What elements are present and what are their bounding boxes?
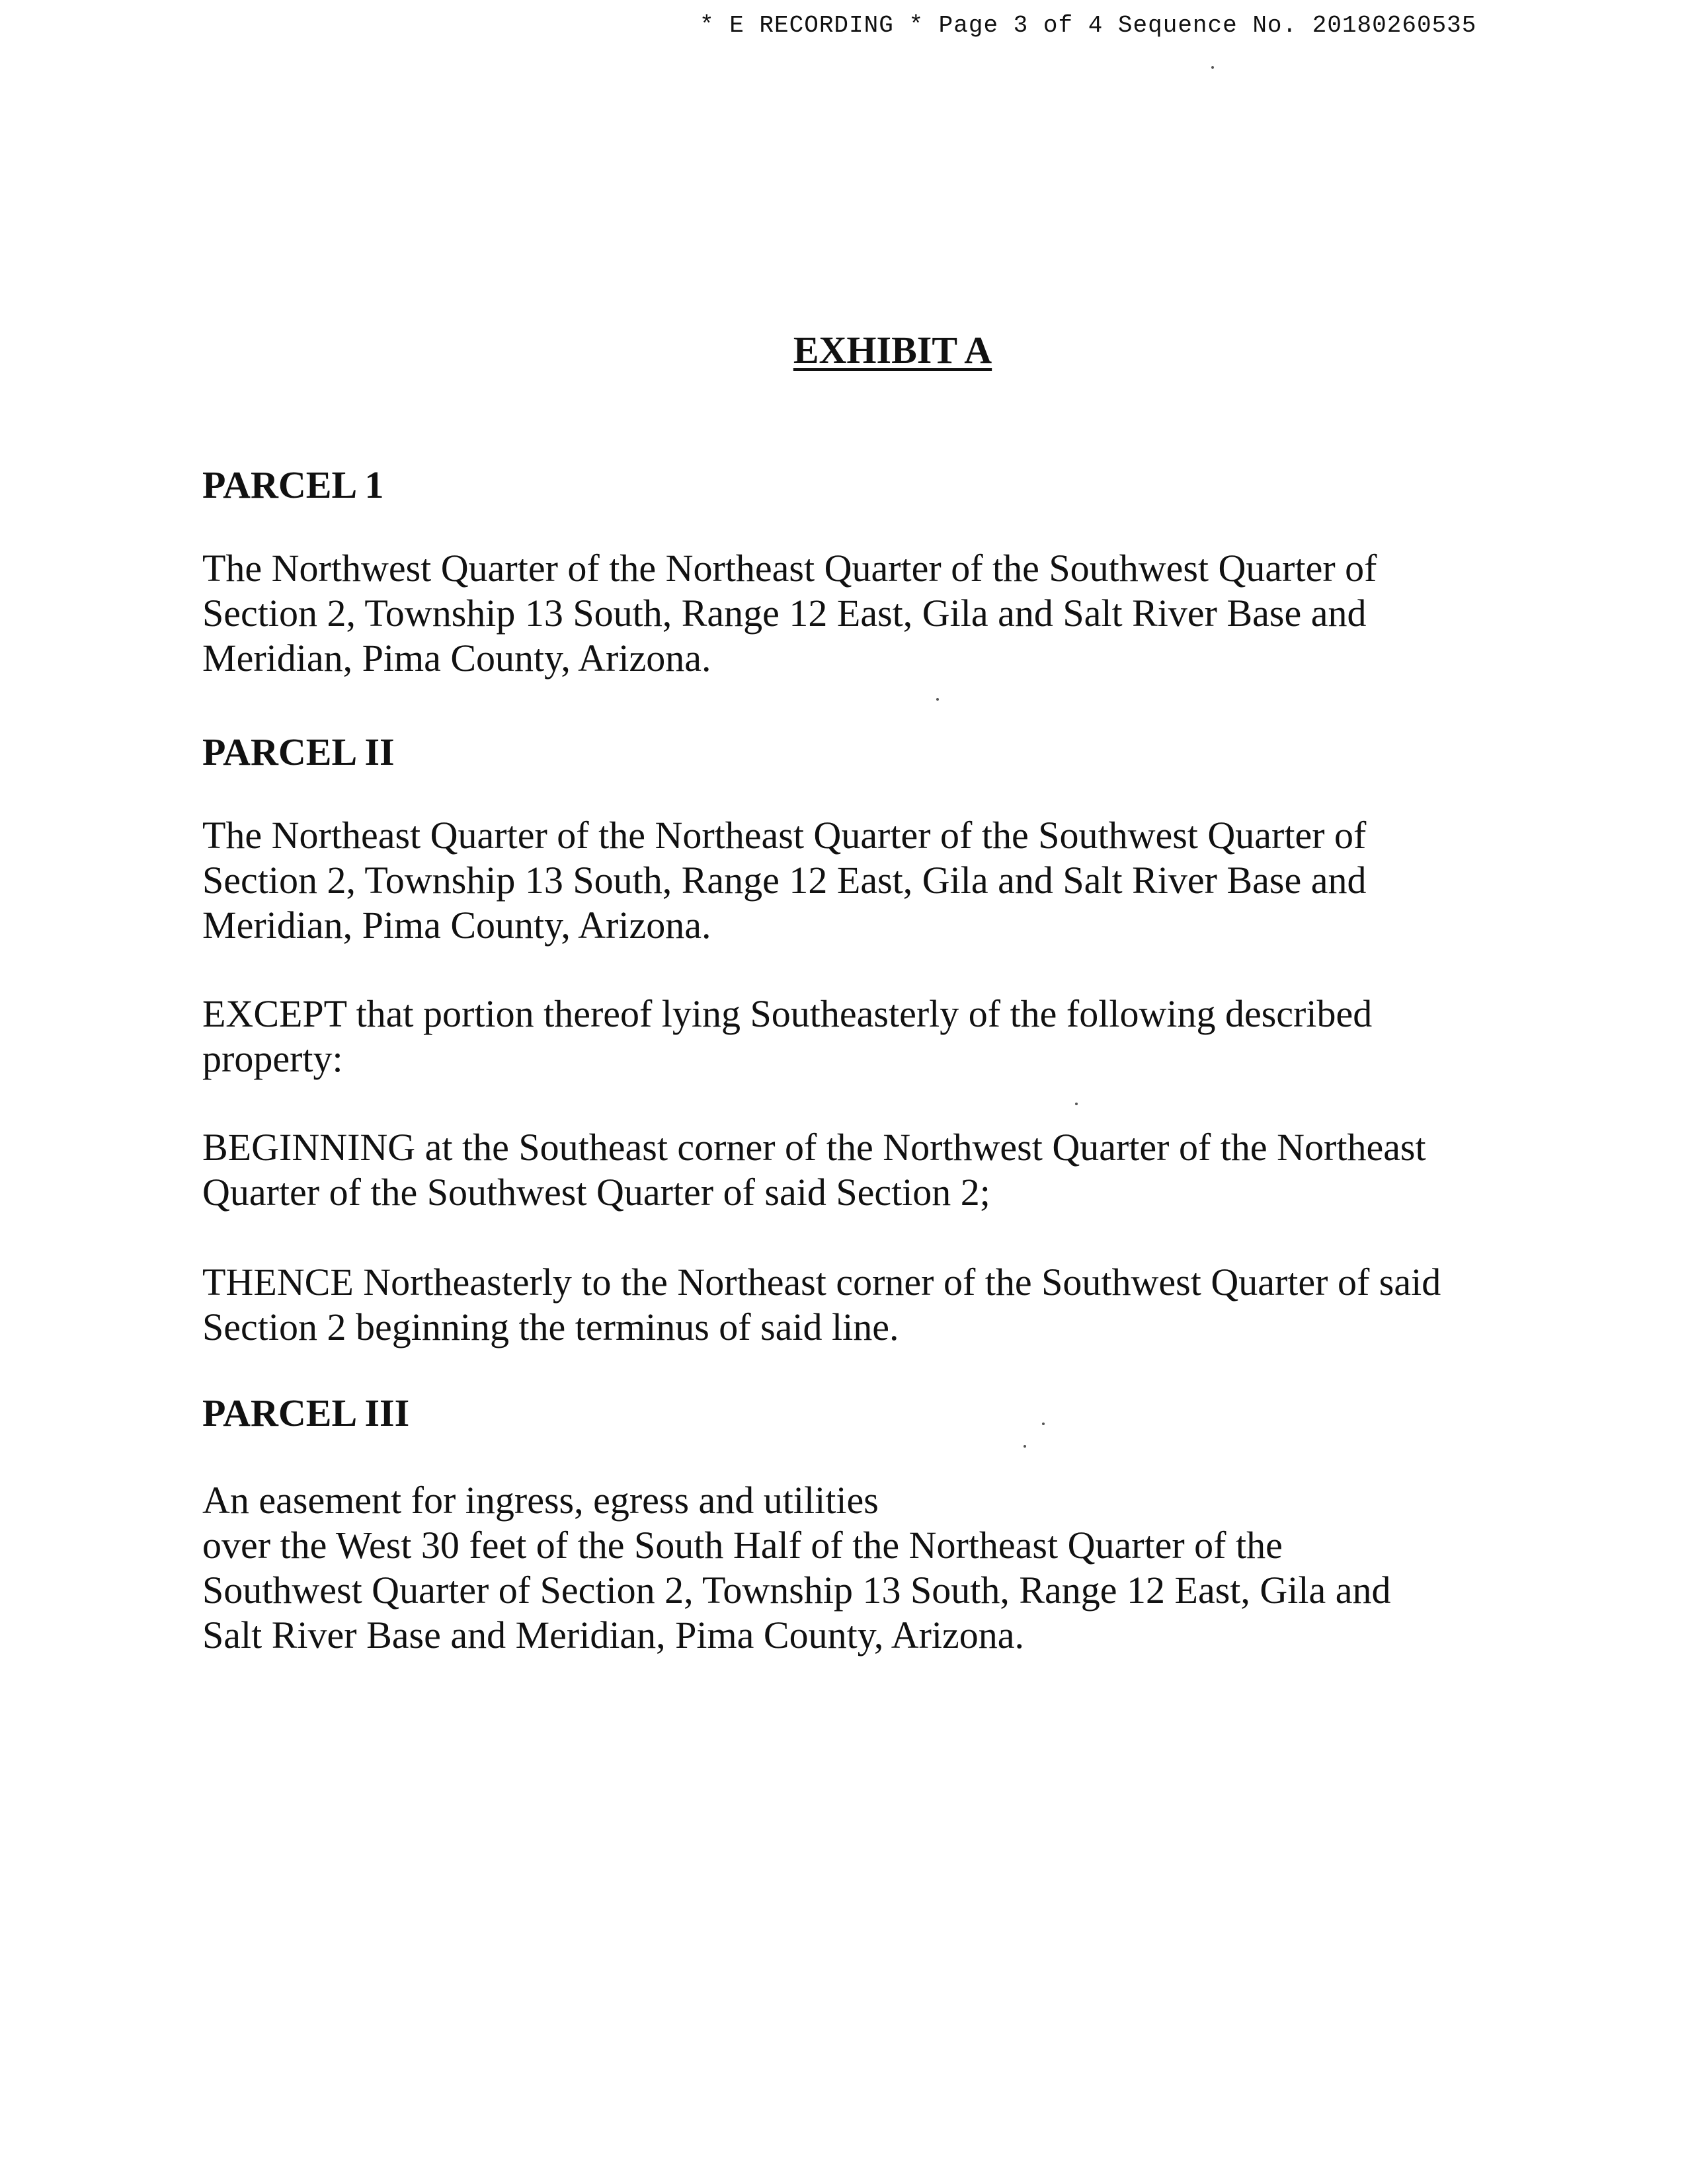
paragraph-line: property: [202,1037,343,1080]
exhibit-title: EXHIBIT A [793,329,992,371]
parcel-3-description [202,1478,1391,1658]
paragraph-line: Salt River Base and Meridian, Pima County, Arizona. [202,1614,1025,1657]
paragraph-line: The Northeast Quarter of the Northeast Quarter of the Southwest Quarter of [202,814,1367,857]
paragraph-line: Section 2, Township 13 South, Range 12 East, Gila and Salt River Base and [202,859,1367,902]
paragraph-line: EXCEPT that portion thereof lying Southeasterly of the following described [202,992,1373,1035]
scan-speck [1042,1423,1045,1425]
paragraph-line: The Northwest Quarter of the Northeast Quarter of the Southwest Quarter of [202,547,1377,590]
paragraph-line: Meridian, Pima County, Arizona. [202,637,711,680]
paragraph-line: BEGINNING at the Southeast corner of the Northwest Quarter of the Northeast [202,1126,1426,1169]
parcel-1-description [202,546,1377,681]
parcel-2-beginning [202,1125,1426,1215]
paragraph-line: over the West 30 feet of the South Half of the Northeast Quarter of the [202,1524,1283,1567]
paragraph-line: Quarter of the Southwest Quarter of said Section 2; [202,1171,990,1214]
paragraph-line: An easement for ingress, egress and utilities [202,1479,879,1522]
scan-speck [1024,1445,1026,1448]
parcel-2-thence [202,1260,1441,1350]
paragraph-line: Southwest Quarter of Section 2, Township 13 South, Range 12 East, Gila and [202,1569,1391,1612]
scan-speck [1211,66,1214,69]
paragraph-line: Meridian, Pima County, Arizona. [202,904,711,947]
parcel-2-heading: PARCEL II [202,730,395,773]
paragraph-line: Section 2 beginning the terminus of said line. [202,1306,899,1348]
recording-header: * E RECORDING * Page 3 of 4 Sequence No. 20180260535 [700,12,1477,39]
parcel-3-heading: PARCEL III [202,1391,410,1434]
scan-speck [936,698,939,701]
parcel-2-description [202,813,1366,948]
paragraph-line: THENCE Northeasterly to the Northeast corner of the Southwest Quarter of said [202,1261,1441,1304]
paragraph-line: Section 2, Township 13 South, Range 12 East, Gila and Salt River Base and [202,592,1367,635]
scan-speck [1075,1103,1078,1105]
parcel-2-except [202,992,1372,1081]
parcel-1-heading: PARCEL 1 [202,463,384,506]
